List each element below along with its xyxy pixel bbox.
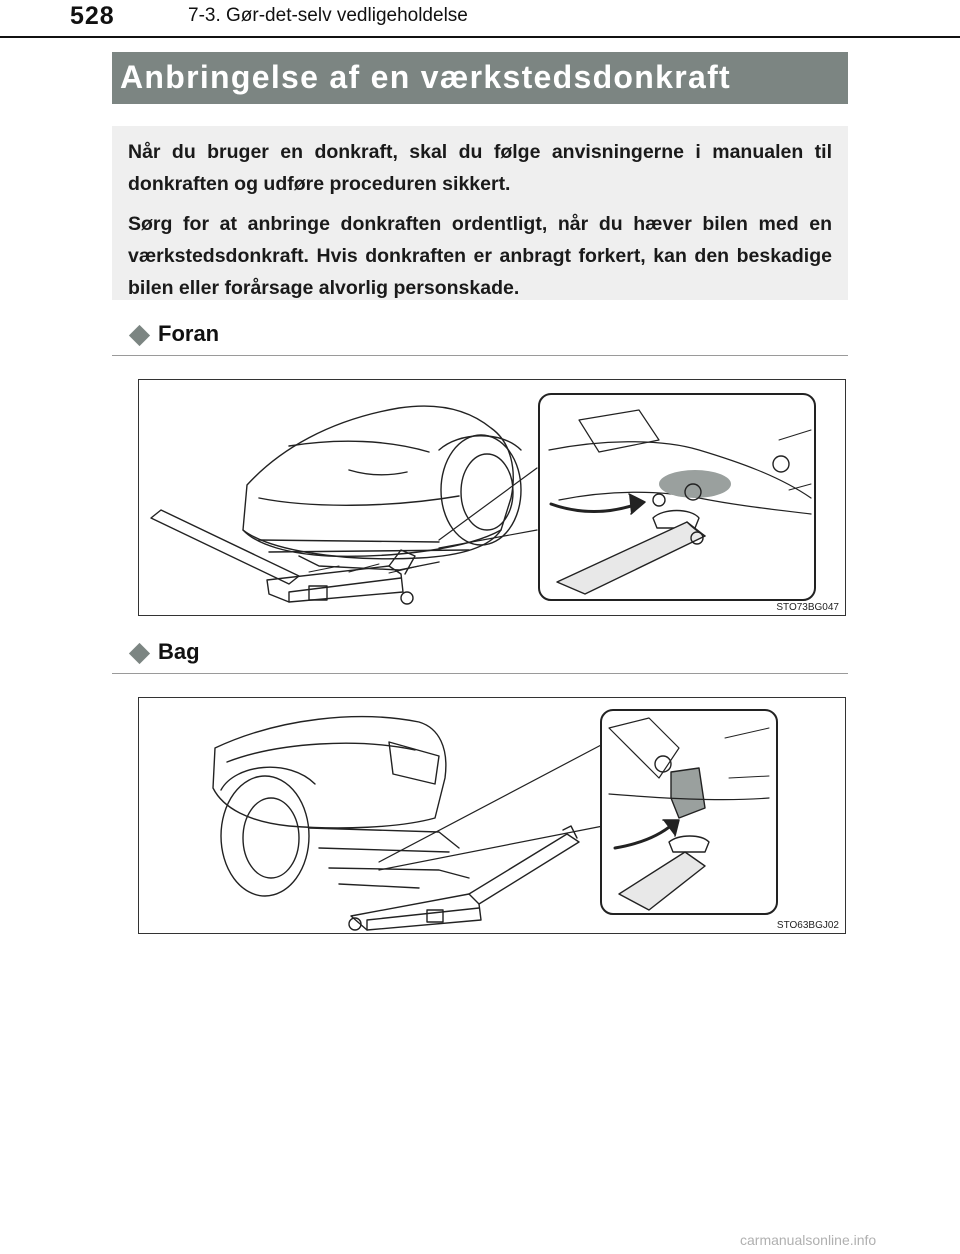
header-rule: [0, 36, 960, 38]
title-bar: [112, 52, 848, 104]
figure-front-jack-point: [138, 379, 846, 616]
diamond-bullet-icon: [129, 643, 150, 664]
diamond-bullet-icon: [129, 325, 150, 346]
figure-rear-code: STO63BGJ02: [776, 920, 839, 931]
subheading-rear: [130, 639, 848, 672]
subheading-rear-rule: [112, 673, 848, 674]
section-title: 7-3. Gør-det-selv vedligeholdelse: [188, 5, 468, 26]
figure-rear-jack-point: [138, 697, 846, 934]
subheading-rear-label: Bag: [158, 639, 200, 664]
subheading-front-rule: [112, 355, 848, 356]
front-jack-illustration: [139, 380, 845, 615]
page-number: 528: [70, 2, 115, 30]
caution-box: [112, 126, 848, 300]
subheading-front: [130, 321, 848, 354]
page-title: Anbringelse af en værkstedsdonkraft: [120, 59, 731, 95]
figure-front-code: STO73BG047: [776, 602, 839, 613]
rear-jack-illustration: [139, 698, 845, 933]
watermark: carmanualsonline.info: [740, 1232, 877, 1248]
subheading-front-label: Foran: [158, 321, 220, 346]
caution-paragraph-1: Når du bruger en donkraft, skal du følge anvisningerne i manualen til donkraften og udføre proceduren sikkert.: [128, 141, 832, 195]
caution-paragraph-2: Sørg for at anbringe donkraften ordentligt, når du hæver bilen med en værkstedsdonkraft. Hvis donkraften er anbragt forkert, kan den beskadige bilen eller forårsage alvorlig personskade.: [128, 213, 832, 299]
